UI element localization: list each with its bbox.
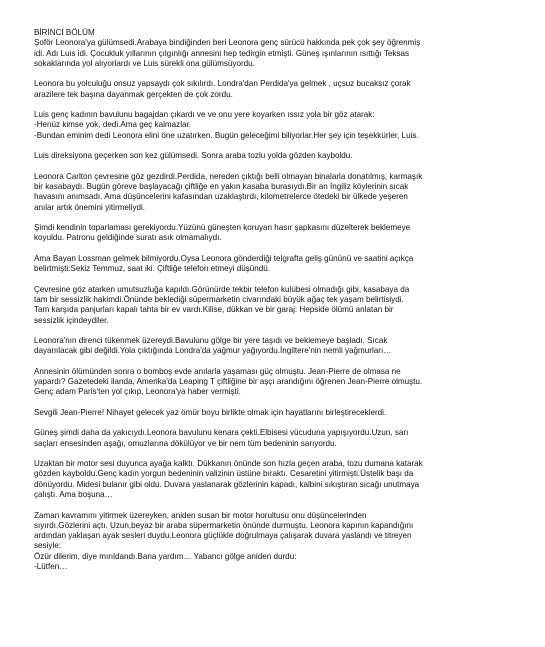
paragraph: Uzaktan bir motor sesi duyunca ayağa kalktı. Dükkanın önünde son hızla geçen araba, tozu dumana katarak gözden kayboldu.Genç kadın yorgun bedeninin valizinin üstüne bıraktı. Cesaretini yitirmişti.Üstelik başı da dönüyordu. Midesi bulanır gibi oldu. Duvara yaslanarak gözlerinin kapadı, kalbini sıkıştıran sıcağı unutmaya çalıştı. Ama boşuna… bbox=[34, 459, 423, 500]
paragraph: Leonora'nın direnci tükenmek üzereydi.Bavulunu gölge bir yere taşıdı ve beklemeye başladı. Sıcak dayanılacak gibi değildi.Yola çıktığında Londra'da yağmur yağıyordu.İngiltere'nin nemli yağmurları… bbox=[34, 336, 392, 356]
paragraph: Şoför Leonora'ya gülümsedi.Arabaya bindiğinden beri Leonora genç sürücü hakkında pek çok şey öğrenmiş idi. Adı Luis idi. Çocukluk yıllarının çılgınlığı annesini hep tedirgin etmişti. Güneş ışınlarının ısıttığı Teksas sokaklarında yol alıyorlardı ve Luis sürekli ona gülümsüyordu. bbox=[34, 38, 421, 68]
paragraph: Şimdi kendinin toparlaması gerekiyordu.Yüzünü güneşten koruyan hasır şapkasını düzelterek beklemeye koyuldu. Patronu geldiğinde suratı asık olmamalıydı. bbox=[34, 223, 411, 243]
paragraph: Annesinin ölümünden sonra o bomboş evde anılarla yaşaması güç olmuştu. Jean-Pierre de olmasa ne yapardı? Gazetedeki ilanda, Amerika'da Leaping T çiftliğine bir aşçı arandığını öğrenen Jean-Pierre olmuştu. Genç adam Paris'ten yol çıkıp, Leonora'ya haber vermişti. bbox=[34, 366, 423, 397]
paragraph: Sevgili Jean-Pierre! Nihayet gelecek yaz ömür boyu birlikte olmak için hayatlarını birleştireceklerdi. bbox=[34, 407, 387, 417]
paragraph: Güneş şimdi daha da yakıcıydı.Leonora bavulunu kenara çekti.Elbisesi vücuduna yapışıyordu.Uzun, sarı saçları ensesinden aşağı, omuzlarına dökülüyor ve bir nem tüm bedeninin sarıyordu. bbox=[34, 428, 409, 448]
paragraph: Ama Bayan Lossman gelmek bilmiyordu.Oysa Leonora gönderdiği telgrafta geliş gününü ve saatini açıkça belirtmişti:Sekiz Temmuz, saat iki. Çiftliğe telefon etmeyi düşündü. bbox=[34, 253, 414, 274]
chapter-title: BİRİNCİ BÖLÜM bbox=[34, 28, 95, 37]
paragraph: Luis genç kadının bavulunu bagajdan çıkardı ve ve onu yere koyarken ıssız yola bir göz atarak: -Henüz kimse yok, dedi.Ama geç kalmazlar. -Bundan eminim dedi Leonora elini öne uzatırken. Bugün geleceğimi biliyorlar.Her şey için teşekkürler, Luis. bbox=[34, 110, 419, 140]
paragraph: Zaman kavramını yitirmek üzereyken, aniden susan bir motor horultusu onu düşüncelerinden sıyırdı.Gözlerini açtı. Uzun,beyaz bir araba süpermarketin önünde durmuştu. Leonora kapının kapandığını ardından yaklaşan ayak sesleri duydu.Leonora güçlükle doğrulmaya çalışarak duvara yaslandı ve titreyen sesiyle: Özür dilerim, diye mırıldandı.Bana yardım… Yabancı gölge aniden durdu: -Lütfen… bbox=[34, 510, 414, 572]
paragraph: Leonora Carlton çevresine göz gezdirdi.Perdida, nereden çıktığı belli olmayan binalarla donatılmış, karmaşık bir kasabaydı. Bugün göreve başlayacağı çiftliğe en yakın kasaba burasıydı.Bir an İngiliz köylerinin sıcak havasını anımsadı. Ama düşüncelerini kafasından uzaklaştırdı, kilometrelerce ötedeki bir ülkede yeşeren anılar artık önemini yitirmeliydi. bbox=[34, 171, 423, 212]
paragraph: Çevresine göz atarken umutsuzluğa kapıldı.Görünürde tekbir telefon kulübesi olmadığı gibi, kasabaya da tam bir sessizlik hakimdi.Önünde beklediği süpermarketin civarındaki büyük ağaç tek yaşam belirtisiydi. Tam karşıda panjurları kapalı tahta bir ev vardı.Kilise, dükkan ve bir garaj: Hepside ölümü anlatan bir sessizlik içindeydiler. bbox=[34, 284, 410, 325]
paragraph: Leonora bu yolculuğu onsuz yapsaydı çok sıkılırdı. Londra'dan Perdida'ya gelmek , uçsuz bucaksız çorak arazilere tek başına dayanmak gerçekten de çok zordu. bbox=[34, 79, 411, 99]
paragraph: Luis direksiyona geçerken son kez gülümsedi. Sonra araba tozlu yolda gözden kayboldu. bbox=[34, 151, 353, 161]
